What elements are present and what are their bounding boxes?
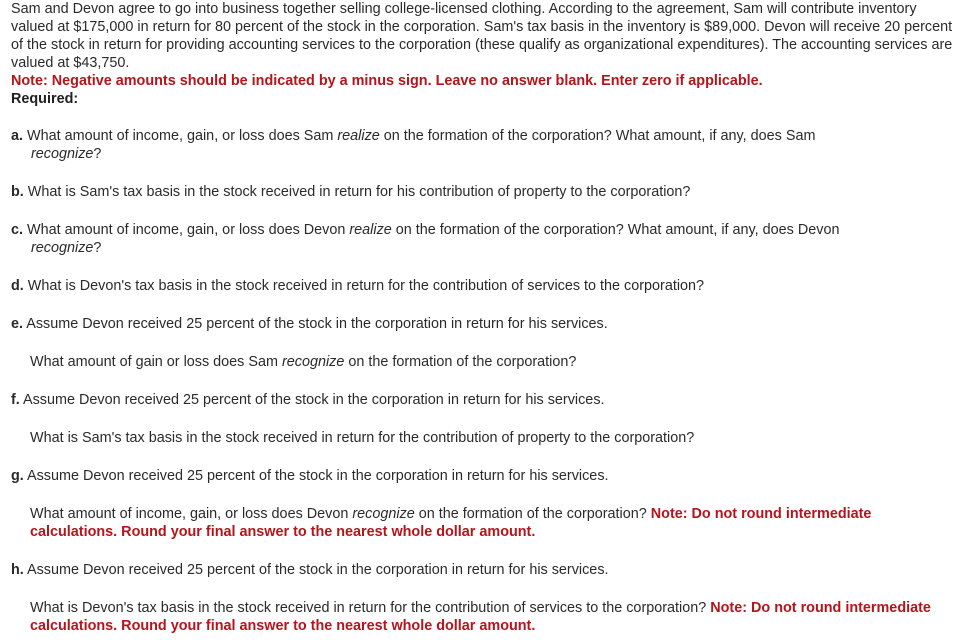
question-e-emphasis-recognize: recognize (281, 354, 345, 370)
question-e (11, 315, 951, 333)
question-c-text-3: ? (93, 240, 102, 256)
question-b (11, 183, 951, 201)
question-g-sub-text-2: on the formation of the corporation? (414, 506, 647, 522)
required-heading: Required: (11, 91, 79, 107)
question-h (11, 561, 951, 579)
question-b-text: What is Sam's tax basis in the stock received in return for his contribution of property to the corporation? (23, 184, 691, 200)
question-c-emphasis-recognize: recognize (31, 240, 94, 256)
question-e-subquestion (30, 353, 950, 371)
question-g-subquestion (30, 505, 950, 541)
question-f-letter: f. (11, 392, 20, 408)
question-d-text: What is Devon's tax basis in the stock received in return for the contribution of services to the corporation? (23, 278, 705, 294)
question-e-letter: e. (11, 316, 24, 332)
question-g-rounding-note: Note: Do not round intermediate calculations. Round your final answer to the nearest whole dollar amount. (30, 506, 872, 540)
question-g-sub-line (30, 506, 647, 522)
question-a-line-2 (11, 145, 951, 163)
question-h-sub-text: What is Devon's tax basis in the stock received in return for the contribution of services to the corporation? (30, 600, 707, 616)
question-a-letter: a. (11, 128, 24, 144)
question-g-sub-text-1: What amount of income, gain, or loss does Devon (30, 506, 353, 522)
question-b-letter: b. (11, 184, 24, 200)
question-h-letter: h. (11, 562, 24, 578)
question-a (11, 127, 951, 163)
question-d-letter: d. (11, 278, 24, 294)
question-a-text-3: ? (93, 146, 102, 162)
question-c (11, 221, 951, 257)
question-a-text-2: on the formation of the corporation? What amount, if any, does Sam (379, 128, 816, 144)
question-d (11, 277, 951, 295)
question-c-text-2: on the formation of the corporation? What amount, if any, does Devon (391, 222, 840, 238)
question-f-text: Assume Devon received 25 percent of the stock in the corporation in return for his services. (19, 392, 605, 408)
question-g (11, 467, 951, 485)
question-g-text: Assume Devon received 25 percent of the stock in the corporation in return for his services. (23, 468, 609, 484)
question-c-letter: c. (11, 222, 24, 238)
question-a-text-1: What amount of income, gain, or loss does Sam (23, 128, 338, 144)
question-e-sub-text-1: What amount of gain or loss does Sam (30, 354, 282, 370)
question-a-emphasis-realize: realize (337, 128, 380, 144)
question-h-text: Assume Devon received 25 percent of the stock in the corporation in return for his services. (23, 562, 609, 578)
question-c-emphasis-realize: realize (349, 222, 392, 238)
question-f (11, 391, 951, 409)
question-c-line-1 (11, 221, 951, 239)
question-e-sub-text-2: on the formation of the corporation? (344, 354, 577, 370)
problem-statement: Sam and Devon agree to go into business together selling college-licensed clothing. According to the agreement, Sam will contribute inventory valued at $175,000 in return for 80 percent of the stock in the corporation. Sam's tax basis in the inventory is $89,000. Devon will receive 20 percent of the stock in return for providing accounting services to the corporation (these qualify as organizational expenditures). The accounting services are valued at $43,750. (11, 1, 953, 71)
problem-intro (11, 0, 956, 108)
question-a-emphasis-recognize: recognize (31, 146, 94, 162)
negative-amounts-note: Note: Negative amounts should be indicated by a minus sign. Leave no answer blank. Enter zero if applicable. (11, 73, 763, 89)
question-c-text-1: What amount of income, gain, or loss does Devon (23, 222, 350, 238)
question-c-line-2 (11, 239, 951, 257)
question-h-rounding-note: Note: Do not round intermediate calculations. Round your final answer to the nearest whole dollar amount. (30, 600, 931, 634)
question-g-emphasis-recognize: recognize (352, 506, 415, 522)
question-h-subquestion (30, 599, 950, 635)
question-e-text: Assume Devon received 25 percent of the stock in the corporation in return for his services. (23, 316, 608, 332)
question-a-line-1 (11, 127, 951, 145)
question-g-letter: g. (11, 468, 24, 484)
question-f-subquestion: What is Sam's tax basis in the stock received in return for the contribution of property to the corporation? (30, 430, 695, 446)
